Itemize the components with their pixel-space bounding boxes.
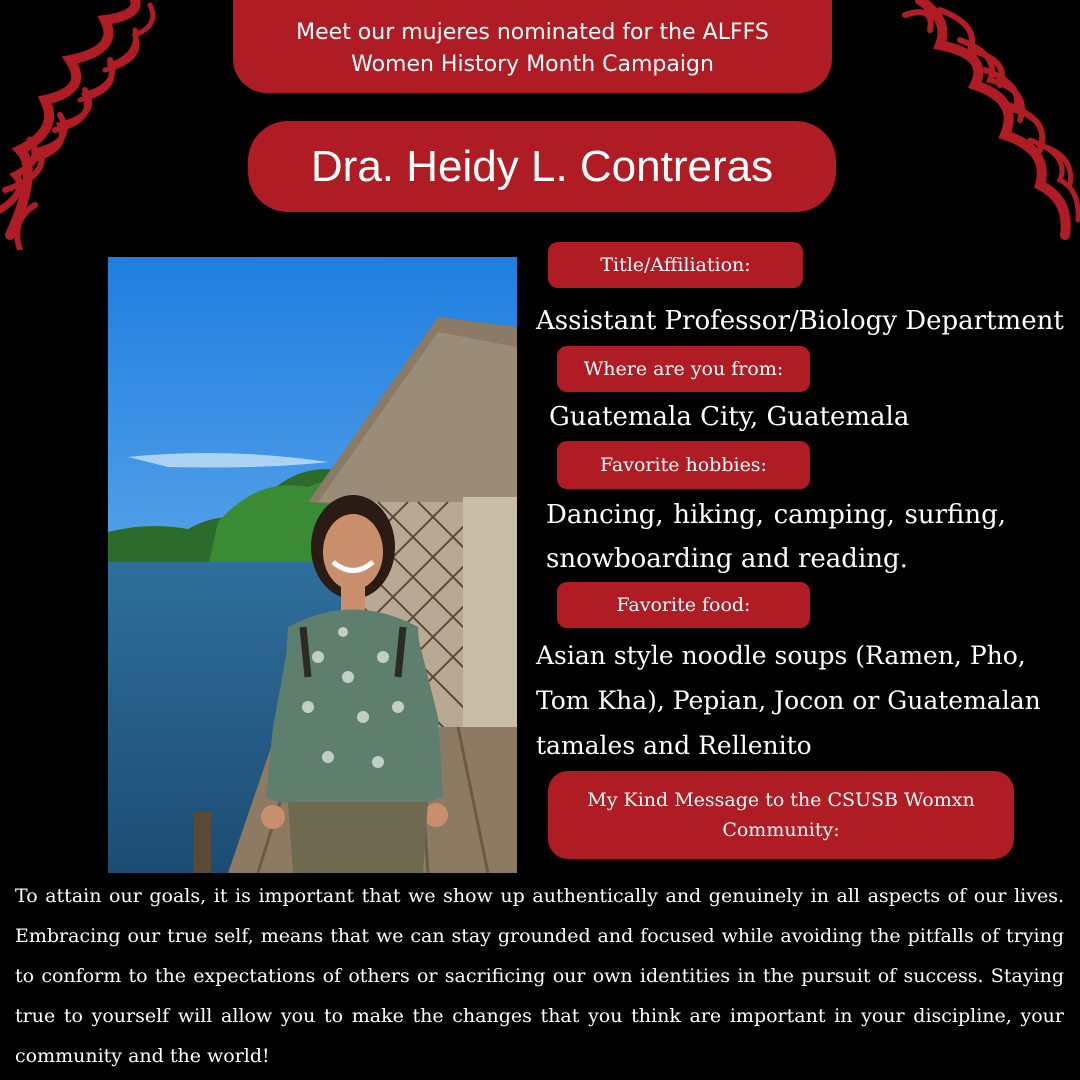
kind-message-text: To attain our goals, it is important that we show up authentically and genuinely in all aspects of our lives. Embracing our true self, means that we can stay grounded and focused while avoiding the pitfalls of trying to conform to the expectations of others or sacrificing our own identities in the pursuit of success. Staying true to yourself will allow you to make the changes that you think are important in your discipline, your community and the world! bbox=[15, 885, 1064, 1067]
campaign-banner bbox=[233, 0, 832, 93]
message-label: My Kind Message to the CSUSB Womxn Community: bbox=[548, 771, 1014, 859]
hometown-label: Where are you from: bbox=[557, 346, 810, 392]
hobbies-value: Dancing, hiking, camping, surfing, snowboarding and reading. bbox=[546, 500, 1006, 574]
food-value: Asian style noodle soups (Ramen, Pho, Tom Kha), Pepian, Jocon or Guatemalan tamales and Rellenito bbox=[536, 641, 1041, 760]
food-label: Favorite food: bbox=[557, 582, 810, 628]
brush-stroke-decoration-right bbox=[900, 0, 1080, 240]
nominee-photo bbox=[108, 257, 517, 873]
title-affiliation-value: Assistant Professor/Biology Department bbox=[536, 306, 1064, 336]
hometown-value: Guatemala City, Guatemala bbox=[549, 402, 910, 432]
banner-line-2: Women History Month Campaign bbox=[351, 51, 714, 77]
banner-line-1: Meet our mujeres nominated for the ALFFS bbox=[296, 19, 769, 45]
hobbies-label: Favorite hobbies: bbox=[557, 441, 810, 489]
brush-stroke-decoration-left bbox=[0, 0, 170, 250]
title-affiliation-label: Title/Affiliation: bbox=[548, 242, 803, 288]
nominee-name: Dra. Heidy L. Contreras bbox=[248, 121, 836, 212]
